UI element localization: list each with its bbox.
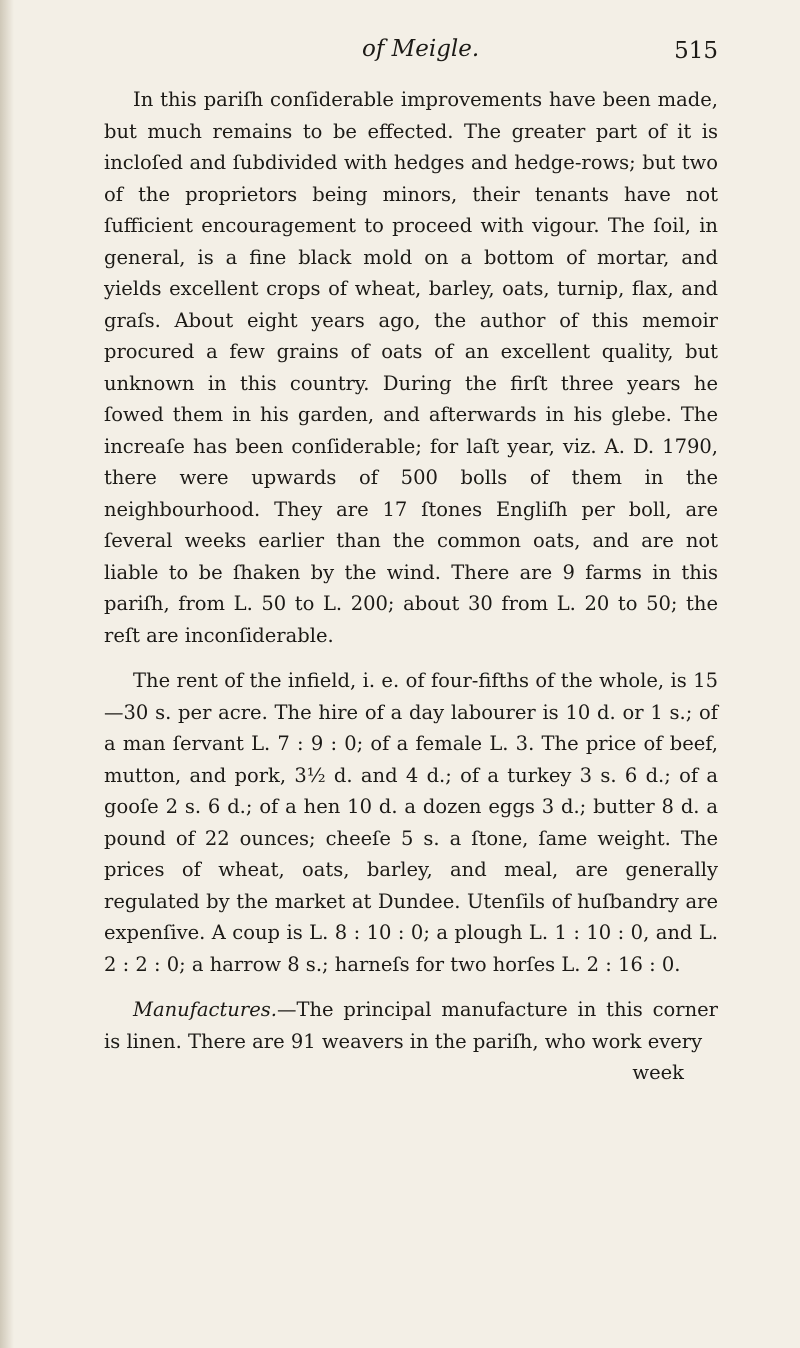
- catchword: week: [632, 1061, 684, 1084]
- page-edge-shadow: [0, 0, 14, 1348]
- book-page: [104, 36, 718, 1089]
- manufactures-text: —The principal manufacture in this corner is linen. There are 91 weavers in the pariſh, who work every: [104, 998, 718, 1053]
- page-header: [104, 36, 718, 84]
- page-number: 515: [674, 38, 718, 64]
- paragraph-improvements: In this pariſh conſiderable improvements have been made, but much remains to be effected. The greater part of it is incloſed and ſubdivided with hedges and hedge-rows; but two of the proprietors being minors, their tenants have not ſufficient encouragement to proceed with vigour. The ſoil, in general, is a fine black mold on a bottom of mortar, and yields excellent crops of wheat, barley, oats, turnip, flax, and graſs. About eight years ago, the author of this memoir procured a few grains of oats of an excellent quality, but unknown in this country. During the firſt three years he ſowed them in his garden, and afterwards in his glebe. The increaſe has been conſiderable; for laſt year, viz. A. D. 1790, there were upwards of 500 bolls of them in the neighbourhood. They are 17 ſtones Engliſh per boll, are ſeveral weeks earlier than the common oats, and are not liable to be ſhaken by the wind. There are 9 farms in this pariſh, from L. 50 to L. 200; about 30 from L. 20 to 50; the reſt are inconſiderable.: [104, 88, 718, 647]
- paragraph-manufactures: [104, 994, 718, 1057]
- paragraph-rents-prices: The rent of the infield, i. e. of four-fifths of the whole, is 15—30 s. per acre. The hire of a day labourer is 10 d. or 1 s.; of a man ſervant L. 7 : 9 : 0; of a female L. 3. The price of beef, mutton, and pork, 3½ d. and 4 d.; of a turkey 3 s. 6 d.; of a gooſe 2 s. 6 d.; of a hen 10 d. a dozen eggs 3 d.; butter 8 d. a pound of 22 ounces; cheeſe 5 s. a ſtone, ſame weight. The prices of wheat, oats, barley, and meal, are generally regulated by the market at Dundee. Utenſils of huſbandry are expenſive. A coup is L. 8 : 10 : 0; a plough L. 1 : 10 : 0, and L. 2 : 2 : 0; a harrow 8 s.; harneſs for two horſes L. 2 : 16 : 0.: [104, 669, 718, 976]
- running-head: of Meigle.: [362, 36, 480, 62]
- section-title-manufactures: Manufactures.: [133, 998, 277, 1021]
